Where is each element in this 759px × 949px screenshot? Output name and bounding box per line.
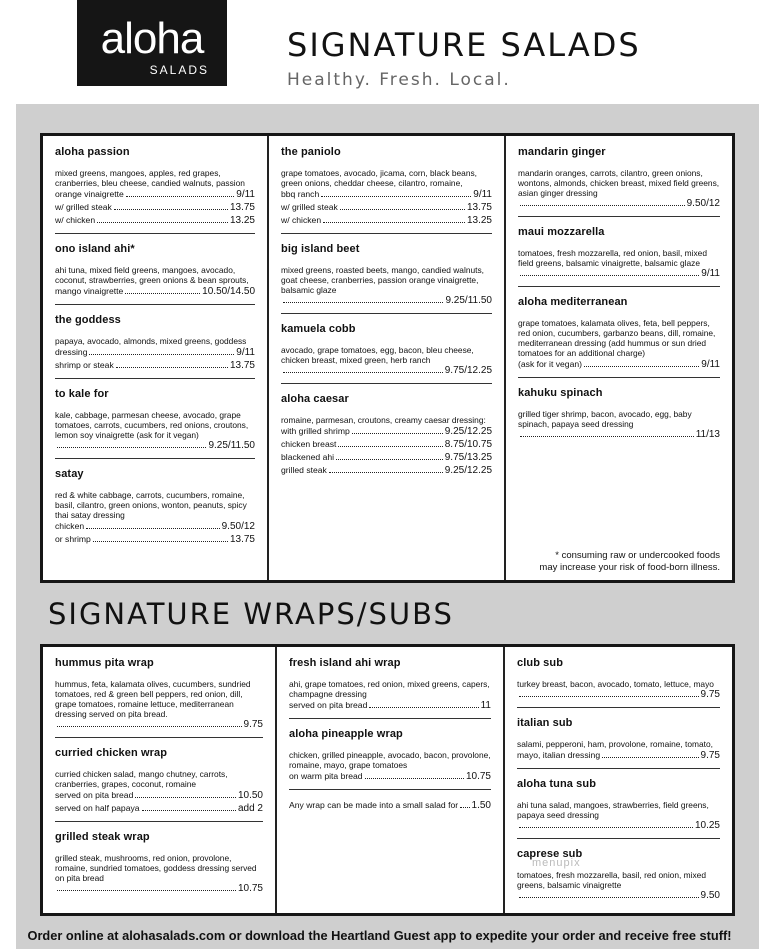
price-value: 13.75 (229, 360, 255, 371)
page-tagline: Healthy. Fresh. Local. (287, 70, 511, 90)
price-row (55, 719, 263, 731)
dot-leader (520, 205, 685, 206)
price-value: 9.25/12.25 (444, 426, 492, 437)
price-label: or shrimp (55, 534, 91, 544)
price-row (517, 689, 720, 701)
price-label: w/ chicken (55, 215, 96, 225)
price-label: grilled steak (281, 465, 327, 475)
item-name: satay (55, 468, 84, 480)
price-label: served on pita bread (55, 790, 134, 800)
price-row (55, 188, 255, 201)
dot-leader (135, 797, 236, 798)
price-value: 9/11 (236, 189, 255, 200)
item-name: italian sub (517, 717, 573, 729)
price-value: add 2 (237, 803, 263, 814)
price-row (289, 799, 491, 812)
dot-leader (365, 778, 464, 779)
price-value: 13.25 (466, 215, 492, 226)
item-description: grape tomatoes, avocado, jicama, corn, black beans, green onions, cheddar cheese, cilantro, romaine, (281, 168, 477, 188)
dot-leader (283, 302, 443, 303)
menu-item (281, 243, 492, 314)
menu-item (55, 747, 263, 822)
item-name: big island beet (281, 243, 360, 255)
item-description: romaine, parmesan, croutons, creamy caesar dressing: (281, 415, 486, 425)
item-description: turkey breast, bacon, avocado, tomato, lettuce, mayo (517, 679, 714, 689)
price-label: orange vinaigrette (55, 189, 124, 199)
price-value: 9.75 (700, 689, 720, 700)
menu-item (518, 226, 720, 287)
item-description: grilled steak, mushrooms, red onion, provolone, romaine, sundried tomatoes, goddess dressing served on pita bread (55, 853, 257, 883)
price-row (55, 359, 255, 372)
menu-item (517, 717, 720, 769)
price-value: 10.25 (694, 820, 720, 831)
item-description: grape tomatoes, kalamata olives, feta, bell peppers, red onion, cucumbers, garbanzo beans, dill, romaine, mediterranean dressing (add hummus or sun dried tomatoes for an additional charge) (518, 318, 716, 358)
item-name: to kale for (55, 388, 109, 400)
dot-leader (97, 222, 228, 223)
dot-leader (114, 209, 228, 210)
item-name: aloha caesar (281, 393, 349, 405)
aloha-salads-logo (77, 0, 227, 86)
price-value: 10.50/14.50 (202, 286, 255, 297)
dot-leader (89, 354, 234, 355)
item-name: aloha tuna sub (517, 778, 597, 790)
page-title: SIGNATURE SALADS (287, 26, 641, 64)
item-name: hummus pita wrap (55, 657, 154, 669)
price-value: 9/11 (473, 189, 492, 200)
price-row (55, 201, 255, 214)
item-name: curried chicken wrap (55, 747, 168, 759)
item-description: chicken, grilled pineapple, avocado, bacon, provolone, romaine, mayo, grape tomatoes (289, 750, 491, 770)
price-row (281, 438, 492, 451)
item-description: salami, pepperoni, ham, provolone, romaine, tomato, (517, 739, 713, 749)
item-name: club sub (517, 657, 564, 669)
price-value: 10.75 (237, 883, 263, 894)
dot-leader (519, 897, 699, 898)
price-value: 9.75/13.25 (444, 452, 492, 463)
price-row (518, 358, 720, 371)
menu-item (55, 657, 263, 738)
menu-item (55, 146, 255, 234)
price-row (55, 214, 255, 227)
price-label: blackened ahi (281, 452, 335, 462)
price-row (518, 268, 720, 280)
menu-item (55, 468, 255, 552)
price-label: mango vinaigrette (55, 286, 124, 296)
price-row (289, 770, 491, 783)
wraps-menu-box (40, 644, 735, 916)
warning-line: may increase your risk of food-born illness. (539, 562, 720, 573)
price-value: 13.75 (229, 202, 255, 213)
dot-leader (520, 275, 699, 276)
dot-leader (460, 807, 469, 808)
price-value: 9/11 (701, 359, 720, 370)
price-value: 9.50/12 (221, 521, 255, 532)
item-description: avocado, grape tomatoes, egg, bacon, bleu cheese, chicken breast, mixed green, herb ranch (281, 345, 474, 365)
price-label: w/ chicken (281, 215, 322, 225)
salads-column (43, 136, 267, 580)
price-value: 9/11 (236, 347, 255, 358)
item-name: caprese sub (517, 848, 583, 860)
price-row (518, 198, 720, 210)
salads-column (504, 136, 732, 580)
price-row (55, 440, 255, 452)
raw-food-warning (518, 550, 724, 574)
price-label: shrimp or steak (55, 360, 114, 370)
price-label: dressing (55, 347, 88, 357)
item-description: ahi, grape tomatoes, red onion, mixed greens, capers, champagne dressing (289, 679, 490, 699)
wraps-column (503, 647, 732, 913)
price-label: with grilled shrimp (281, 426, 350, 436)
price-label: mayo, italian dressing (517, 750, 601, 760)
price-row (281, 425, 492, 438)
price-row (55, 883, 263, 895)
price-label: w/ grilled steak (281, 202, 338, 212)
dot-leader (57, 890, 236, 891)
item-description: mixed greens, roasted beets, mango, candied walnuts, goat cheese, cranberries, passion orange vinaigrette, balsamic glaze (281, 265, 484, 295)
item-description: kale, cabbage, parmesan cheese, avocado, grape tomatoes, carrots, cucumbers, red onions, croutons, lemon soy vinaigrette (ask for it vegan) (55, 410, 249, 440)
price-row (517, 820, 720, 832)
dot-leader (323, 222, 465, 223)
price-row (55, 520, 255, 533)
price-value: 11/13 (695, 429, 720, 440)
price-row (281, 201, 492, 214)
price-value: 9.25/11.50 (208, 440, 255, 451)
menu-item (517, 657, 720, 708)
price-value: 1.50 (471, 800, 491, 811)
dot-leader (93, 541, 228, 542)
price-value: 9.50/12 (686, 198, 720, 209)
dot-leader (352, 433, 443, 434)
menu-item (518, 296, 720, 378)
item-name: fresh island ahi wrap (289, 657, 401, 669)
menu-item (55, 243, 255, 305)
price-row (281, 214, 492, 227)
item-name: aloha pineapple wrap (289, 728, 403, 740)
price-value: 9.75 (243, 719, 263, 730)
item-description: mandarin oranges, carrots, cilantro, green onions, wontons, almonds, chicken breast, mixed field greens, asian ginger dressing (518, 168, 720, 198)
dot-leader (338, 446, 442, 447)
price-value: 9.25/11.50 (445, 295, 492, 306)
dot-leader (57, 726, 242, 727)
dot-leader (116, 367, 228, 368)
item-name: ono island ahi* (55, 243, 135, 255)
price-label: chicken breast (281, 439, 337, 449)
item-name: aloha passion (55, 146, 130, 158)
item-description: ahi tuna salad, mangoes, strawberries, field greens, papaya seed dressing (517, 800, 709, 820)
dot-leader (602, 757, 698, 758)
item-name: kamuela cobb (281, 323, 356, 335)
item-name: aloha mediterranean (518, 296, 628, 308)
price-value: 13.75 (466, 202, 492, 213)
price-row (281, 464, 492, 477)
item-description: grilled tiger shrimp, bacon, avocado, egg, baby spinach, papaya seed dressing (518, 409, 692, 429)
dot-leader (336, 459, 443, 460)
menu-item (289, 657, 491, 719)
item-description: tomatoes, fresh mozzarella, basil, red onion, mixed greens, balsamic vinaigrette (517, 870, 706, 890)
item-name: grilled steak wrap (55, 831, 150, 843)
price-row (55, 533, 255, 546)
price-row (281, 451, 492, 464)
item-description: curried chicken salad, mango chutney, carrots, cranberries, grapes, coconut, romaine (55, 769, 228, 789)
menu-item (55, 314, 255, 379)
item-description: tomatoes, fresh mozzarella, red onion, basil, mixed field greens, balsamic vinaigrette, balsamic glaze (518, 248, 707, 268)
price-row (55, 285, 255, 298)
price-label: on warm pita bread (289, 771, 363, 781)
item-description: ahi tuna, mixed field greens, mangoes, avocado, coconut, strawberries, green onions & bean sprouts, (55, 265, 249, 285)
price-value: 10.75 (465, 771, 491, 782)
logo-word: aloha (100, 14, 204, 63)
item-name: mandarin ginger (518, 146, 606, 158)
wraps-section-title: SIGNATURE WRAPS/SUBS (48, 597, 454, 631)
price-value: 8.75/10.75 (444, 439, 492, 450)
price-value: 9.25/12.25 (444, 465, 492, 476)
price-value: 9.75 (700, 750, 720, 761)
dot-leader (86, 528, 219, 529)
item-name: the paniolo (281, 146, 341, 158)
price-row (518, 429, 720, 441)
dot-leader (142, 810, 236, 811)
price-row (517, 890, 720, 902)
menu-item (289, 728, 491, 790)
logo-sub: SALADS (149, 63, 209, 77)
price-row (281, 365, 492, 377)
dot-leader (329, 472, 443, 473)
dot-leader (283, 372, 443, 373)
dot-leader (520, 436, 694, 437)
menu-item (517, 778, 720, 839)
price-row (281, 188, 492, 201)
price-value: 9/11 (701, 268, 720, 279)
item-description: red & white cabbage, carrots, cucumbers, romaine, basil, cilantro, green onions, wonton, peanuts, spicy thai satay dressing (55, 490, 247, 520)
warning-line: * consuming raw or undercooked foods (555, 550, 720, 561)
wraps-column (43, 647, 275, 913)
item-name: maui mozzarella (518, 226, 605, 238)
menu-item (281, 146, 492, 234)
price-row (55, 802, 263, 815)
price-value: 10.50 (237, 790, 263, 801)
price-label: chicken (55, 521, 85, 531)
price-label: served on pita bread (289, 700, 368, 710)
price-row (517, 749, 720, 762)
price-row (289, 699, 491, 712)
item-description: papaya, avocado, almonds, mixed greens, goddess (55, 336, 247, 346)
price-row (281, 295, 492, 307)
dot-leader (519, 827, 693, 828)
menu-item (55, 831, 263, 901)
price-value: 13.75 (229, 534, 255, 545)
dot-leader (57, 447, 206, 448)
menu-item (518, 387, 720, 447)
dot-leader (519, 696, 699, 697)
item-name: the goddess (55, 314, 121, 326)
wraps-column (275, 647, 503, 913)
dot-leader (126, 196, 234, 197)
dot-leader (584, 366, 699, 367)
salads-column (267, 136, 504, 580)
price-label: Any wrap can be made into a small salad for (289, 800, 459, 810)
menu-item (281, 323, 492, 384)
price-label: served on half papaya (55, 803, 140, 813)
menu-item (281, 393, 492, 483)
item-name: kahuku spinach (518, 387, 603, 399)
menu-item (55, 388, 255, 459)
footer-order-online: Order online at alohasalads.com or download the Heartland Guest app to expedite your order and receive free stuff! (27, 928, 732, 943)
price-row (55, 346, 255, 359)
dot-leader (125, 293, 200, 294)
item-description: hummus, feta, kalamata olives, cucumbers, sundried tomatoes, red & green bell peppers, red onion, dill, grape tomatoes, romaine lettuce, mediterranean dressing served on pita bread. (55, 679, 251, 719)
price-value: 9.75/12.25 (444, 365, 492, 376)
watermark: menupix (532, 857, 581, 869)
price-label: w/ grilled steak (55, 202, 112, 212)
price-value: 11 (480, 700, 491, 711)
dot-leader (340, 209, 465, 210)
item-description: mixed greens, mangoes, apples, red grapes, cranberries, bleu cheese, candied walnuts, passion (55, 168, 245, 188)
menu-item (289, 799, 491, 818)
dot-leader (321, 196, 471, 197)
salads-menu-box (40, 133, 735, 583)
menu-item (518, 146, 720, 217)
price-row (55, 789, 263, 802)
price-value: 13.25 (229, 215, 255, 226)
price-label: (ask for it vegan) (518, 359, 582, 369)
price-value: 9.50 (700, 890, 720, 901)
dot-leader (369, 707, 478, 708)
price-label: bbq ranch (281, 189, 320, 199)
